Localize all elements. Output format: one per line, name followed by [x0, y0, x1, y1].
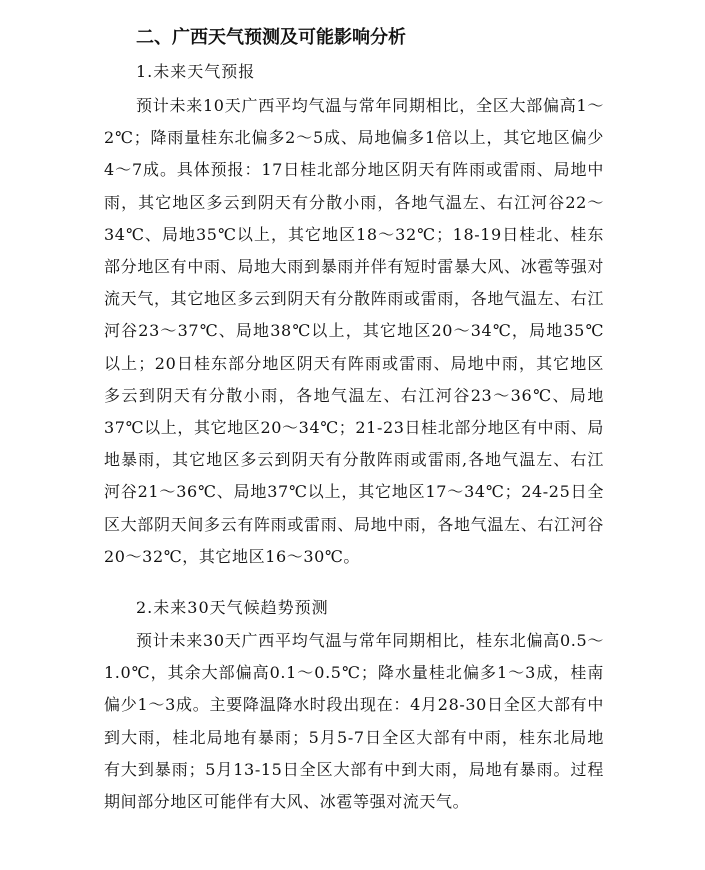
section-title: 二、广西天气预测及可能影响分析: [136, 27, 406, 48]
subsection-heading-climate-trend: 2.未来30天气候趋势预测: [136, 598, 329, 617]
climate-trend-paragraph: 预计未来30天广西平均气温与常年同期相比，桂东北偏高0.5～1.0℃，其余大部偏高0.1～0.5℃；降水量桂北偏多1～3成，桂南偏少1～3成。主要降温降水时段出现在：4月28-30日全区大部有中到大雨，桂北局地有暴雨；5月5-7日全区大部有中雨，桂东北局地有大到暴雨；5月13-15日全区大部有中到大雨，局地有暴雨。过程期间部分地区可能伴有大风、冰雹等强对流天气。: [104, 631, 604, 812]
forecast-paragraph: 预计未来10天广西平均气温与常年同期相比，全区大部偏高1～2℃；降雨量桂东北偏多2～5成、局地偏多1倍以上，其它地区偏少4～7成。具体预报：17日桂北部分地区阴天有阵雨或雷雨、局地中雨，其它地区多云到阴天有分散小雨，各地气温左、右江河谷22～34℃、局地35℃以上，其它地区18～32℃；18-19日桂北、桂东部分地区有中雨、局地大雨到暴雨并伴有短时雷暴大风、冰雹等强对流天气，其它地区多云到阴天有分散阵雨或雷雨，各地气温左、右江河谷23～37℃、局地38℃以上，其它地区20～34℃，局地35℃以上；20日桂东部分地区阴天有阵雨或雷雨、局地中雨，其它地区多云到阴天有分散小雨，各地气温左、右江河谷23～36℃、局地37℃以上，其它地区20～34℃；21-23日桂北部分地区有中雨、局地暴雨，其它地区多云到阴天有分散阵雨或雷雨,各地气温左、右江河谷21～36℃、局地37℃以上，其它地区17～34℃；24-25日全区大部阴天间多云有阵雨或雷雨、局地中雨，各地气温左、右江河谷20～32℃，其它地区16～30℃。: [104, 96, 604, 566]
subsection-heading-forecast: 1.未来天气预报: [136, 62, 256, 81]
